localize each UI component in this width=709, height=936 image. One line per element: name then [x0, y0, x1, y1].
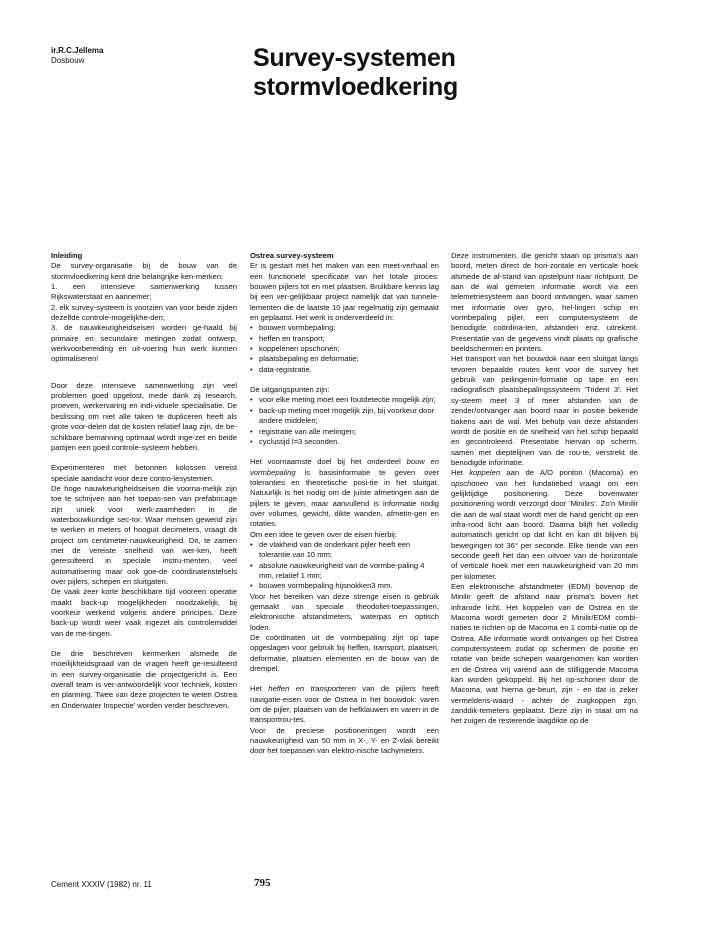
paragraph: Er is gestart met het maken van een meet-verhaal en een functionele specificatie van het totale proces: bouwen pijlers tot en met plaatsen. Bruikbare kennis lag bij een ver-gelijkbaar project namelijk dat van tunnele-lementen die de laatste 10 jaar regelmatig zijn gemaakt en geplaatst. Het werk is onderverdeeld in: [250, 261, 439, 323]
paragraph: De vaak zeer korte beschikbare tijd vooreen operatie maakt back-up mogelijkheden noodzakelijk, bij voorkeur werkend volgens andere principes. Deze back-up wordt weer vaak ingezet als controlemiddel van de me-tingen. [51, 587, 237, 638]
paragraph: Het heffen en transporteren van de pijlers heeft navigatie-eisen voor de Ostrea in het bouwdok: varen om de pijler, plaatsen van de hefklauwen en varen in de transportrou-tes. [250, 684, 439, 725]
column-3 [451, 251, 638, 727]
paragraph: Voor het bereiken van deze strenge eisen is gebruik gemaakt van speciale theodoliet-toepassingen, elektronische afstandmeters, waterpas en optisch loden. [250, 591, 439, 632]
list-item: 2. elk survey-systeem is voorzien van voor beide zijden dezelfde controle-mogelijkhe-den; [51, 302, 237, 323]
paragraph: Het voornaamste doel bij het onderdeel bouw en vormbepaling is basisinformatie te geven over toleranties en theoretische posi-tie in het sluitgat. Natuurlijk is het nodig om de juiste afmetingen aan de pijlers te geven, maar aanvullend is informatie nodig over volumes, gewicht, dikte wanden, afmetin-gen en rotaties. [250, 457, 439, 529]
paragraph: Het transport van het bouwdok naar een sluitgat langs tevoren bepaalde routes kent voor de survey het gebruik van peilingenin-formatie op tape en een radiografisch plaatsbepalingssysteem 'Trident 3'. Het sy-steem meet 3 of meer afstanden van de zender/ontvanger aan boord naar in positie bekende bakens aan de wal. Met behulp van deze afstanden wordt de positie en de snelheid van het schip bepaald en gecontroleerd. Presentatie hiervan op scherm, samen met dieptelijnen van de rou-te, verstrekt de benodigde informatie. [451, 354, 638, 467]
paragraph: De survey-organisatie bij de bouw van de stormvloedkering kent drie belangrijke ken-merken: [51, 261, 237, 281]
column-2 [250, 251, 439, 757]
list-item: • cyclustijd l=3 seconden. [250, 437, 439, 447]
author-block [51, 46, 103, 66]
list-item: • de vlakheid van de onderkant pijler heeft een tolerantie van 10 mm; [250, 540, 439, 561]
list-item: • koppelenen opschonen; [250, 344, 439, 354]
list-item: • absolute nauwkeurigheid van de vormbe-paling 4 mm, relatief 1 mm; [250, 561, 439, 582]
list-item: • registratie van alle metingen; [250, 427, 439, 437]
paragraph: Deze instrumenten, die gericht staan op prisma's aan boord, meten direct de hori-zontale en verticale hoek alsmede de af-stand van opstelpunt naar richtpunt. De aan de wal gemeten informatie wordt via een telemetriesysteem aan boord ontvangen, waar samen met informatie over gyro, hel-lingen schip en vormbepaling pijler, een computersysteem de benodigde coördina-ten, afstanden enz. uitrekent. Presentatie van de gegevens vindt plaats op grafische beeldschermen en printers. [451, 251, 638, 354]
paragraph: Door deze intensieve samenwerking zijn veel problemen goed opgelost, mede dank zij research, proeven, werkervaring en indi-viduele specialisatie. De beslissing om niet alle taken te dupliceren heeft als grote voor-delen dat de kosten relatief laag zijn, de be-schikbare bemanning optimaal wordt inge-zet en beide partijen een goed controle-systeem hebben. [51, 380, 237, 452]
list-item: • back-up meting moet mogelijk zijn, bij voorkeur door andere middelen; [250, 406, 439, 427]
list-item: • heffen en transport; [250, 334, 439, 344]
paragraph: De hoge nauwkeurigheidseisen die voorna-melijk zijn toe te schrijven aan het toepas-sen van prefabricage zijn uniek voor werk-zaamheden in de waterbouwkundige sec-tor. Waar mensen gewend zijn te werken in meters of hooguit decimeters, vraagt dit project om centimeter-nauwkeurigheid. Dit, te zamen met de vereiste snelheid van wer-ken, heeft geresulteerd in speciale instru-menten, veel automatisering maar ook goe-de coördinatenstelsels over pijlers, schepen en sluitgaten. [51, 483, 237, 586]
author-affiliation: Dosbouw [51, 56, 85, 65]
paragraph: Voor de preciese positioneringen wordt een nauwkeurigheid van 50 mm in X-, Y- en Z-vlak bereikt door het toepassen van elektro-nische tachymeters. [250, 725, 439, 756]
emphasis: heffen en transporteren [268, 684, 356, 694]
bullet-list-work [250, 323, 439, 375]
title-line-2: stormvloedkering [253, 73, 458, 101]
section-heading-inleiding: Inleiding [51, 251, 83, 260]
bullet-list-requirements [250, 540, 439, 592]
paragraph: Experimenteren met betonnen kolossen vereist speciale aandacht voor deze contro-lesystemen. [51, 463, 237, 483]
paragraph: Het koppelen aan de A/O ponton (Macoma) en opschonen van het fundatiebed vraagt om een gelijktijdige positionering. Deze bovenwater positionering wordt verzorgd door 'Minilirs'. Zo'n Minilir die aan de wal staat wordt met de hand gericht op een infra-rood licht aan boord. Daarna blijft het volledig automatisch gericht op dat licht en kan dit blijven bij bewegingen tot 36° per seconde. Elke tiende van een seconde geeft het dan een uitvoer van de horizontale of verticale hoek met een nauwkeurigheid van 20 mm per kilometer. [451, 468, 638, 581]
list-item: • voor elke meting moet een foutdetectie mogelijk zijn; [250, 395, 439, 405]
bullet-list-principles [250, 395, 439, 447]
list-item: • plaatsbepaling en deformatie; [250, 354, 439, 364]
article-title [253, 44, 458, 102]
paragraph: De drie beschreven kenmerken alsmede de moeilijkheidsgraad van de vragen heeft ge-resulteerd in een survey-organisatie die projectgericht is. Een overall team is ver-antwoordelijk voor techniek, kosten en planning. Twee van deze projecten te weten Ostrea en Onderwater Inspectie' worden verder beschreven. [51, 649, 237, 710]
column-1 [51, 251, 237, 711]
paragraph: Een elektronische afstandmeter (EDM) bovenop de Minilir geeft de afstand naar prisma's boven het infrarode licht. Het koppelen van de Ostrea en de Macoma wordt gemeten door 2 Minilir/EDM combi-naties te richten op de Macoma en 1 combi-natie op de Ostrea. Alle informatie wordt ontvangen op het Ostrea computersysteem zodat op schermen de positie en rotatie van beide schepen waargenomen kan worden en de Ostrea vrij varend aan de stilliggende Macoma kan worden gekoppeld. Bij het op-schonen door de Macoma, wat hierna ge-beurt, zijn - en dat is zeker vermeldens-waard - achter de zuigkoppen zgn. zanddik-temeters geplaatst. Deze zijn in staat om na het zuigen de resterende laagdikte op de [451, 582, 638, 726]
emphasis: koppelen [469, 468, 501, 478]
list-item: 3. de nauwkeurigheidseisen worden ge-haald bij primaire en secundaire metingen zodat ontwerp, werkvoorbereiding en uit-voering hun werk kunnen optimaliseren! [51, 323, 237, 364]
section-heading-ostrea: Ostrea survey-systeem [250, 251, 334, 260]
emphasis: opschonen [451, 478, 489, 488]
list-item: 1. een intensieve samenwerking tussen Rijkswaterstaat en aannemer; [51, 282, 237, 302]
paragraph: De uitgangspunten zijn: [250, 385, 330, 395]
list-item: • data-registratie. [250, 365, 439, 375]
page-number: 795 [254, 877, 271, 889]
paragraph: De coördinaten uit de vormbepaling zijn op tape opgeslagen voor gebruik bij heffen, transport, plaatsen, deformatie, plaatsen elementen en de bouw van de drempel. [250, 633, 439, 674]
author-name: ir.R.C.Jellema [51, 46, 104, 55]
emphasis: bouw en vormbepaling [250, 457, 439, 477]
paragraph: Om een idee te geven over de eisen hierbij: [250, 529, 397, 539]
journal-reference: Cement XXXIV (1982) nr. 11 [51, 880, 152, 889]
title-line-1: Survey-systemen [253, 44, 456, 72]
list-item: • bouwen vormbepaling; [250, 323, 439, 333]
list-item: • bouwen vormbepaling hijsnokken3 mm. [250, 581, 439, 591]
